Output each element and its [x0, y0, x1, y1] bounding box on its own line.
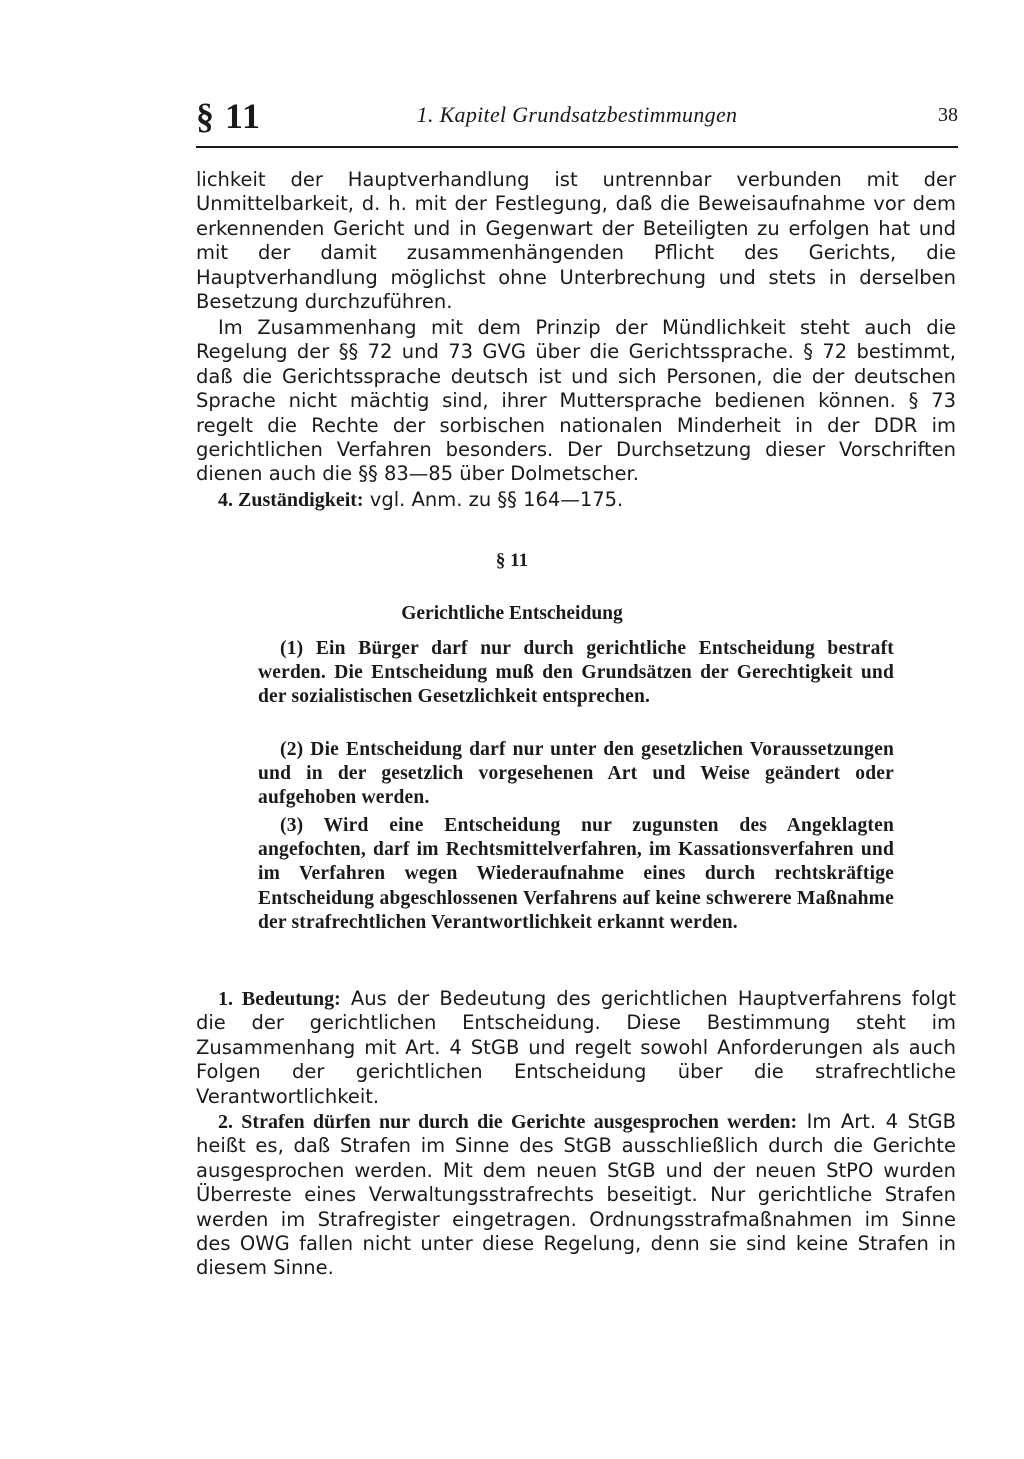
item-1-text: Aus der Bedeutung des gerichtlichen Hauptverfahrens folgt die der gerichtlichen Entscheidung. Diese Bestimmung steht im Zusammenhang mit Art. 4 StGB und regelt sowohl Anforderungen als auch Folgen der gerichtlichen Entscheidung über die strafrechtliche Verantwortlichkeit.	[196, 987, 956, 1108]
intro-item-4	[196, 488, 956, 512]
section-number: § 11	[495, 550, 529, 571]
intro-paragraph-2: Im Zusammenhang mit dem Prinzip der Mündlichkeit steht auch die Regelung der §§ 72 und 73 GVG über die Gerichtssprache. § 72 bestimmt, daß die Gerichtssprache deutsch ist und sich Personen, die der deutschen Sprache nicht mächtig sind, ihrer Muttersprache bedienen können. § 73 regelt die Rechte der sorbischen nationalen Minderheit in der DDR im gerichtlichen Verfahren besonders. Der Durchsetzung dieser Vorschriften dienen auch die §§ 83—85 über Dolmetscher.	[196, 316, 956, 486]
item-4-term: 4. Zuständigkeit:	[218, 489, 364, 511]
header-chapter-title: 1. Kapitel Grundsatzbestimmungen	[416, 102, 738, 127]
running-header	[196, 96, 958, 136]
commentary-item-2	[196, 1110, 956, 1281]
law-paragraph-2: (2) Die Entscheidung darf nur unter den gesetzlichen Voraussetzungen und in der gesetzlich vorgesehenen Art und Weise geändert oder aufgehoben werden.	[258, 739, 894, 809]
item-1-term: 1. Bedeutung:	[218, 988, 341, 1010]
law-paragraph-3: (3) Wird eine Entscheidung nur zugunsten des Angeklagten angefochten, darf im Rechtsmittelverfahren, im Kassationsverfahren und im Verfahren wegen Wiederaufnahme eines durch rechtskräftige Entscheidung abgeschlossenen Verfahrens auf keine schwerere Maßnahme der strafrechtlichen Verantwortlichkeit erkannt werden.	[258, 815, 894, 933]
header-section-number: § 11	[196, 96, 262, 136]
intro-paragraph-1: lichkeit der Hauptverhandlung ist untrennbar verbunden mit der Unmittelbarkeit, d. h. mit der Festlegung, daß die Beweisaufnahme vor dem erkennenden Gericht und in Gegenwart der Beteiligten zu erfolgen hat und mit der damit zusammenhängenden Pflicht des Gerichts, die Hauptverhandlung möglichst ohne Unterbrechung und stets in derselben Besetzung durchzuführen.	[196, 168, 956, 314]
page-number: 38	[938, 104, 958, 126]
section-heading: Gerichtliche Entscheidung	[401, 603, 623, 624]
header-divider	[196, 146, 958, 148]
item-2-term: 2. Strafen dürfen nur durch die Gerichte ausgesprochen werden:	[218, 1111, 798, 1133]
item-4-text: vgl. Anm. zu §§ 164—175.	[363, 488, 624, 511]
item-2-text: Im Art. 4 StGB heißt es, daß Strafen im Sinne des StGB ausschließlich durch die Gerichte ausgesprochen werden. Mit dem neuen StGB und der neuen StPO wurden Überreste eines Verwaltungsstrafrechts beseitigt. Nur gerichtliche Strafen werden im Strafregister eingetragen. Ordnungsstrafmaßnahmen im Sinne des OWG fallen nicht unter diese Regelung, denn sie sind keine Strafen in diesem Sinne.	[196, 1110, 956, 1280]
law-paragraph-1: (1) Ein Bürger darf nur durch gerichtliche Entscheidung bestraft werden. Die Entscheidung muß den Grundsätzen der Gerechtigkeit und der sozialistischen Gesetzlichkeit entsprechen.	[258, 638, 894, 708]
commentary-item-1	[196, 987, 956, 1109]
